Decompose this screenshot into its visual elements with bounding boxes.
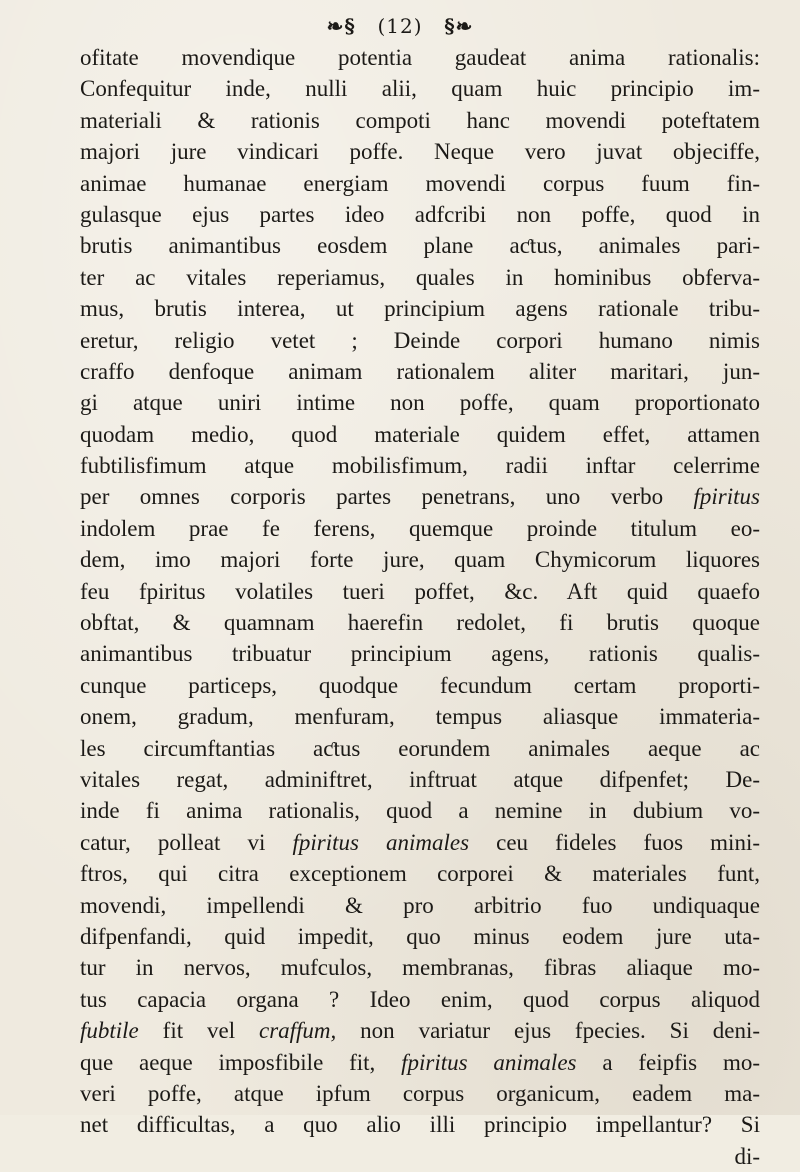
italic-phrase: fpiritus	[693, 484, 760, 510]
text-line	[80, 293, 760, 324]
italic-phrase: craffum,	[258, 1018, 337, 1044]
text-line	[80, 890, 760, 921]
text-segment: fit vel	[138, 1018, 259, 1044]
text-segment: gi atque uniri intime non poffe, quam proportionato	[80, 390, 760, 416]
text-segment: tur in nervos, mufculos, membranas, fibras aliaque mo-	[80, 955, 760, 981]
text-segment: materiali & rationis compoti hanc movendi poteftatem	[80, 107, 760, 133]
text-segment: craffo denfoque animam rationalem aliter maritari, jun-	[80, 358, 760, 384]
text-line	[80, 607, 760, 638]
text-segment: inde fi anima rationalis, quod a nemine in dubium vo-	[80, 798, 760, 824]
text-line	[80, 199, 760, 230]
text-segment: quodam medio, quod materiale quidem effet, attamen	[80, 421, 760, 447]
text-segment: onem, gradum, menfuram, tempus aliasque immateria-	[80, 704, 760, 730]
text-segment: majori jure vindicari poffe. Neque vero juvat objeciffe,	[80, 139, 760, 165]
text-segment: per omnes corporis partes penetrans, uno verbo	[80, 484, 694, 510]
text-line	[80, 73, 760, 104]
page-number: (12)	[377, 13, 423, 38]
text-line	[80, 262, 760, 293]
text-line	[80, 1078, 760, 1109]
text-segment: non variatur ejus fpecies. Si deni-	[336, 1018, 760, 1044]
text-line	[80, 952, 760, 983]
header-ornament-right: §❧	[444, 13, 474, 38]
text-segment: a feipfis mo-	[576, 1049, 761, 1075]
text-segment: indolem prae fe ferens, quemque proinde titulum eo-	[80, 515, 760, 541]
text-segment: gulasque ejus partes ideo adfcribi non poffe, quod in	[80, 201, 760, 227]
text-line	[80, 1109, 760, 1140]
text-line	[80, 1047, 760, 1078]
italic-phrase: fpiritus animales	[292, 829, 470, 855]
text-segment: net difficultas, a quo alio illi principio impellantur? Si	[80, 1112, 760, 1138]
text-segment: ter ac vitales reperiamus, quales in hominibus obferva-	[80, 264, 760, 290]
text-segment: di-	[734, 1143, 760, 1169]
italic-phrase: fubtile	[80, 1018, 139, 1044]
text-segment: mus, brutis interea, ut principium agens rationale tribu-	[80, 296, 760, 322]
text-segment: obftat, & quamnam haerefin redolet, fi brutis quoque	[80, 610, 760, 636]
text-line	[80, 701, 760, 732]
text-segment: catur, polleat vi	[80, 829, 293, 855]
italic-phrase: fpiritus animales	[401, 1049, 577, 1075]
text-line	[80, 230, 760, 261]
text-segment: que aeque imposfibile fit,	[80, 1049, 402, 1075]
text-segment: animantibus tribuatur principium agens, rationis qualis-	[80, 641, 760, 667]
text-segment: tus capacia organa ? Ideo enim, quod corpus aliquod	[80, 986, 760, 1012]
body-text	[80, 42, 760, 1172]
text-line	[80, 1015, 760, 1046]
text-line	[80, 921, 760, 952]
text-segment: cunque particeps, quodque fecundum certam proporti-	[80, 672, 760, 698]
text-line	[80, 356, 760, 387]
text-segment: dem, imo majori forte jure, quam Chymicorum liquores	[80, 547, 760, 573]
text-segment: animae humanae energiam movendi corpus fuum fin-	[80, 170, 760, 196]
text-line	[80, 576, 760, 607]
text-line	[80, 168, 760, 199]
text-segment: feu fpiritus volatiles tueri poffet, &c. Aft quid quaefo	[80, 578, 760, 604]
text-line	[80, 544, 760, 575]
text-segment: vitales regat, adminiftret, inftruat atque difpenfet; De-	[80, 766, 760, 792]
text-line	[80, 419, 760, 450]
text-segment: Confequitur inde, nulli alii, quam huic principio im-	[80, 76, 760, 102]
text-segment: brutis animantibus eosdem plane aƈtus, animales pari-	[80, 233, 760, 259]
text-line	[80, 387, 760, 418]
text-line	[80, 733, 760, 764]
text-line	[80, 105, 760, 136]
text-line	[80, 42, 760, 73]
text-line	[80, 795, 760, 826]
page-header	[0, 12, 800, 38]
text-line	[80, 827, 760, 858]
text-segment: veri poffe, atque ipfum corpus organicum, eadem ma-	[80, 1080, 760, 1106]
text-line	[80, 638, 760, 669]
header-ornament-left: ❧§	[326, 13, 356, 38]
text-line	[80, 1141, 760, 1172]
text-segment: eretur, religio vetet ; Deinde corpori humano nimis	[80, 327, 760, 353]
text-line	[80, 984, 760, 1015]
text-segment: ceu fideles fuos mini-	[469, 829, 760, 855]
text-line	[80, 136, 760, 167]
text-line	[80, 450, 760, 481]
text-line	[80, 858, 760, 889]
text-segment: fubtilisfimum atque mobilisfimum, radii inftar celerrime	[80, 453, 760, 479]
text-line	[80, 513, 760, 544]
text-segment: movendi, impellendi & pro arbitrio fuo undiquaque	[80, 892, 760, 918]
text-line	[80, 481, 760, 512]
text-segment: difpenfandi, quid impedit, quo minus eodem jure uta-	[80, 923, 760, 949]
text-line	[80, 325, 760, 356]
text-line	[80, 670, 760, 701]
text-segment: ftros, qui citra exceptionem corporei & materiales funt,	[80, 861, 760, 887]
text-segment: les circumftantias aƈtus eorundem animales aeque ac	[80, 735, 760, 761]
text-line	[80, 764, 760, 795]
text-segment: ofitate movendique potentia gaudeat anima rationalis:	[80, 45, 760, 70]
